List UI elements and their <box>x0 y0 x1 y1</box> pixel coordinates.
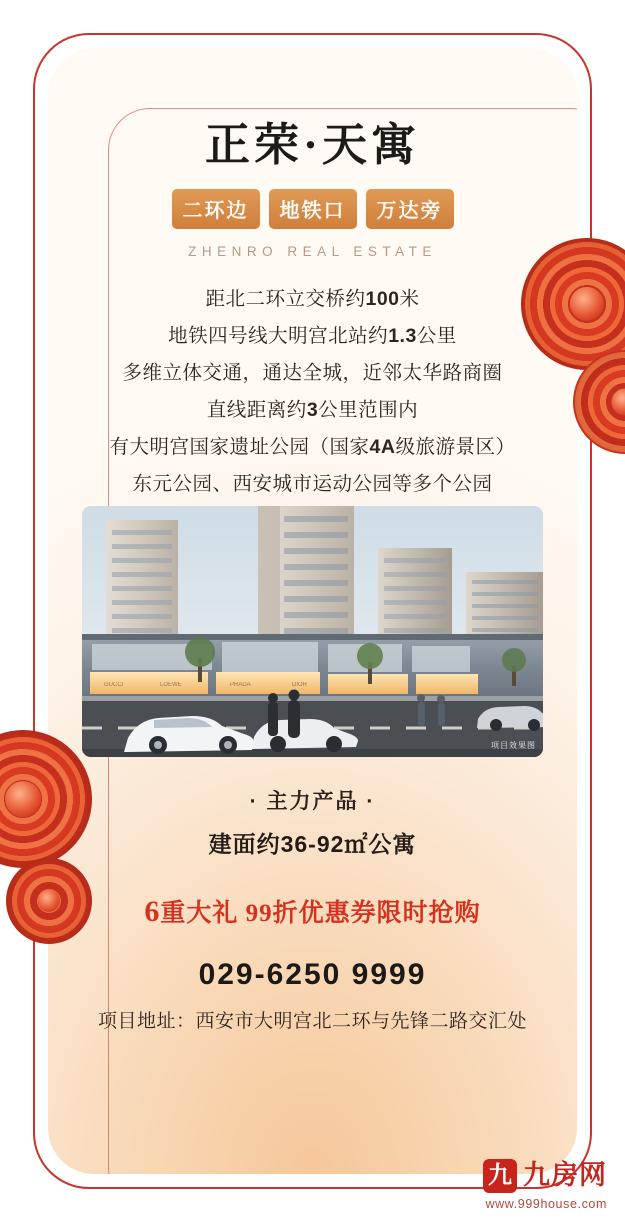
site-url: www.999house.com <box>485 1196 607 1211</box>
highlight-item: 有大明宫国家遗址公园（国家4A级旅游景区） <box>109 436 516 458</box>
rendering-svg <box>82 506 543 757</box>
svg-text:GUCCI: GUCCI <box>104 682 124 688</box>
product-description: 建面约36-92㎡公寓 <box>208 831 417 857</box>
poster-card <box>48 48 577 1174</box>
feature-badge-1: 二环边 <box>172 189 260 229</box>
svg-text:DIOR: DIOR <box>292 682 307 688</box>
site-brand-name: 九房网 <box>523 1160 607 1190</box>
feature-badge-group <box>48 189 577 229</box>
logo-badge-icon: 九 <box>483 1159 517 1193</box>
highlight-item: 直线距离约3公里范围内 <box>206 399 419 421</box>
site-watermark <box>483 1159 607 1211</box>
product-section-title: · 主力产品 · <box>249 790 376 813</box>
page-title: 正荣·天寓 <box>204 120 420 170</box>
project-address: 项目地址：西安市大明宫北二环与先锋二路交汇处 <box>97 1011 527 1032</box>
svg-text:PRADA: PRADA <box>230 682 251 688</box>
brand-subtitle: ZHENRO REAL ESTATE <box>188 244 437 259</box>
promo-banner: 6重大礼 99折优惠券限时抢购 <box>144 895 481 928</box>
feature-badge-3: 万达旁 <box>366 189 454 229</box>
poster-content <box>48 48 577 1174</box>
decorative-swirl-icon <box>6 858 92 944</box>
highlight-item: 距北二环立交桥约100米 <box>205 288 420 310</box>
highlight-item: 地铁四号线大明宫北站约1.3公里 <box>168 325 457 347</box>
highlight-item: 多维立体交通，通达全城，近邻太华路商圈 <box>122 362 503 384</box>
svg-text:LOEWE: LOEWE <box>160 682 182 688</box>
rendering-caption: 项目效果图 <box>491 741 536 750</box>
highlight-list <box>48 281 577 503</box>
project-rendering-image <box>82 506 543 757</box>
feature-badge-2: 地铁口 <box>269 189 357 229</box>
site-logo <box>483 1159 607 1193</box>
contact-phone[interactable]: 029-6250 9999 <box>198 958 427 991</box>
highlight-item: 东元公园、西安城市运动公园等多个公园 <box>132 473 493 495</box>
